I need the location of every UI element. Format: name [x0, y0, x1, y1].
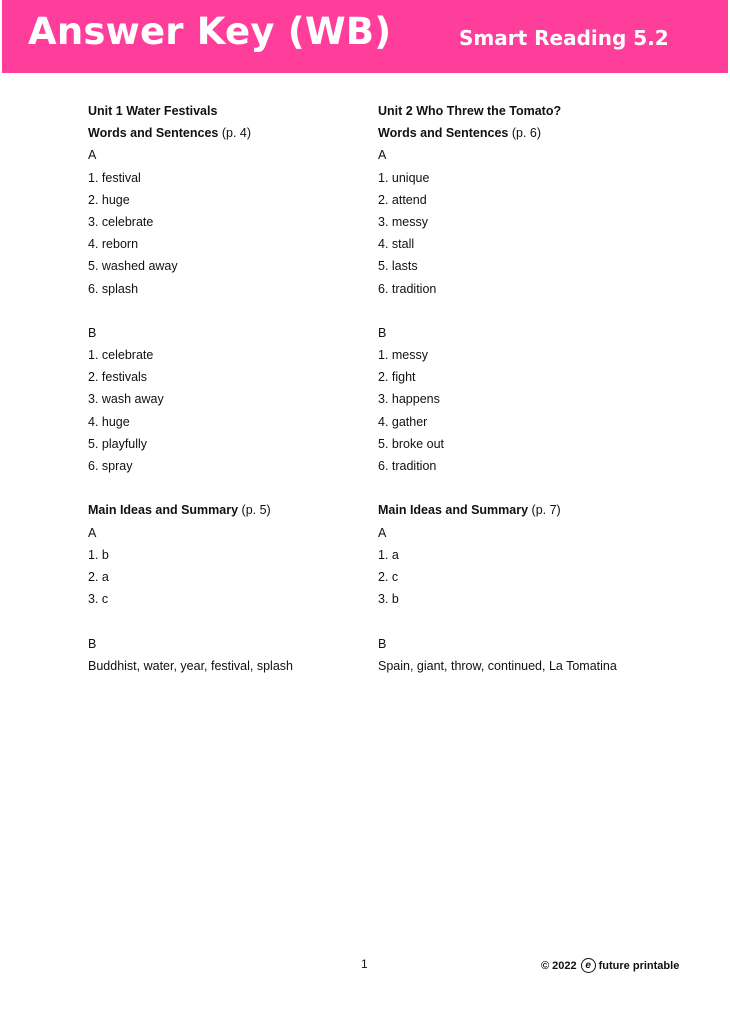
part-label: A [88, 148, 97, 163]
answer-item: 2. a [88, 569, 109, 584]
answer-item: 2. festivals [88, 370, 148, 385]
page-title: Answer Key (WB) [28, 10, 392, 53]
part-label: B [88, 636, 97, 651]
brand-name: future printable [598, 959, 680, 972]
answer-item: 3. wash away [88, 392, 164, 407]
page-ref: (p. 6) [511, 126, 542, 141]
answer-item: 2. fight [378, 370, 416, 385]
copyright-text: © 2022 [541, 959, 577, 972]
unit-title: Unit 1 Water Festivals [88, 104, 218, 118]
answer-item: 1. festival [88, 170, 141, 185]
answer-item: 5. playfully [88, 436, 148, 451]
answer-item: 1. messy [378, 348, 429, 363]
copyright-notice [541, 958, 679, 973]
answer-item: 2. attend [378, 192, 427, 207]
part-label: B [88, 325, 97, 340]
spacer [378, 303, 648, 325]
summary-answer: Spain, giant, throw, continued, La Tomatina [378, 658, 617, 673]
summary-answer: Buddhist, water, year, festival, splash [88, 658, 293, 673]
answer-item: 6. tradition [378, 459, 437, 473]
page-ref: (p. 7) [531, 503, 561, 518]
page-ref: (p. 5) [241, 503, 271, 518]
spacer [88, 303, 358, 325]
heading-text: Main Ideas and Summary [88, 503, 239, 518]
unit-1-column [88, 103, 358, 680]
part-label: B [378, 636, 387, 651]
part-label: A [378, 148, 387, 163]
book-title: Smart Reading 5.2 [459, 26, 669, 50]
answer-item: 4. gather [378, 414, 428, 429]
answer-item: 1. a [378, 547, 399, 562]
answer-item: 4. stall [378, 237, 415, 252]
spacer [378, 480, 648, 502]
part-label: B [378, 325, 387, 340]
heading-text: Main Ideas and Summary [378, 503, 529, 518]
answer-item: 3. b [378, 592, 399, 607]
spacer [378, 613, 648, 635]
answer-item: 1. unique [378, 170, 430, 185]
answer-item: 4. huge [88, 414, 130, 429]
heading-text: Words and Sentences [88, 126, 219, 141]
header-banner [2, 0, 728, 73]
section-heading [378, 502, 648, 524]
answer-item: 3. messy [378, 214, 429, 229]
spacer [88, 613, 358, 635]
part-label: A [378, 525, 387, 540]
answer-item: 6. tradition [378, 281, 437, 296]
section-heading [378, 125, 648, 147]
part-label: A [88, 525, 97, 540]
answer-item: 1. celebrate [88, 348, 154, 363]
answer-item: 5. lasts [378, 259, 418, 274]
page-number: 1 [361, 957, 368, 971]
answer-item: 4. reborn [88, 237, 139, 252]
answer-item: 3. happens [378, 392, 440, 407]
brand-logo-icon: e [581, 958, 596, 973]
answer-item: 6. spray [88, 459, 133, 473]
heading-text: Words and Sentences [378, 126, 509, 141]
unit-title: Unit 2 Who Threw the Tomato? [378, 104, 562, 118]
answer-item: 2. huge [88, 192, 130, 207]
answer-item: 5. washed away [88, 259, 178, 274]
spacer [88, 480, 358, 502]
answer-item: 5. broke out [378, 436, 445, 451]
section-heading [88, 125, 358, 147]
answer-item: 3. c [88, 592, 109, 607]
answer-item: 3. celebrate [88, 214, 154, 229]
page-ref: (p. 4) [221, 126, 252, 141]
answer-item: 1. b [88, 547, 109, 562]
section-heading [88, 502, 358, 524]
answer-item: 6. splash [88, 281, 139, 296]
answer-item: 2. c [378, 569, 399, 584]
unit-2-column [378, 103, 648, 680]
